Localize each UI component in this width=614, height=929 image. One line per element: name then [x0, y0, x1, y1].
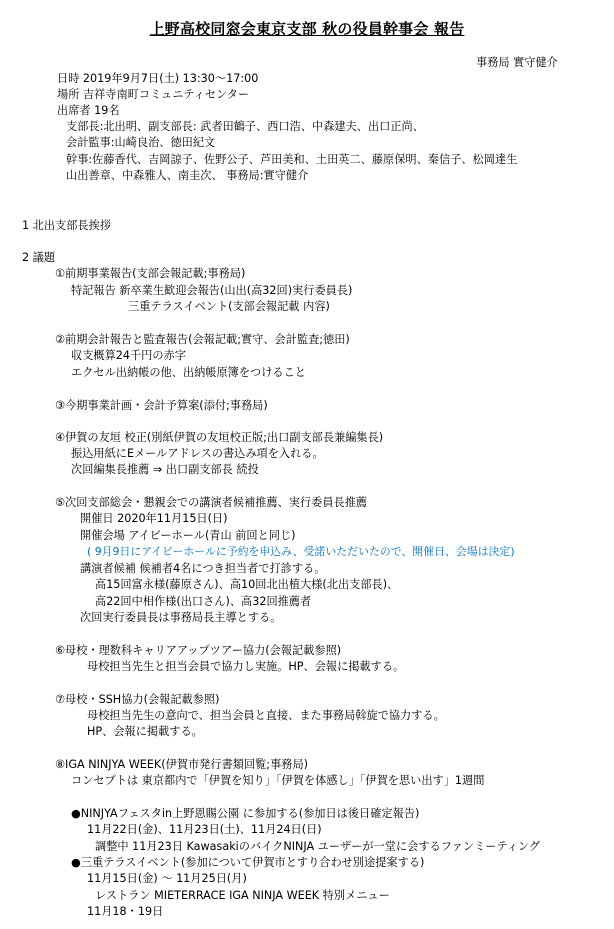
agenda-item-7-detail: HP、会報に掲載する。: [87, 725, 203, 738]
agenda-item-8-detail: レストラン MIETERRACE IGA NINJA WEEK 特別メニュー: [95, 889, 390, 902]
agenda-item-6-detail: 母校担当先生と担当会員で協力し実施。HP、会報に掲載する。: [87, 660, 405, 673]
agenda-item-1-detail: 三重テラスイベント(支部会報記載 内容): [128, 300, 330, 313]
agenda-item-2-detail: エクセル出納帳の他、出納帳原簿をつけること: [71, 366, 306, 379]
agenda-item-8-bullet: ●NINJYAフェスタin上野恩賜公園 に参加する(参加日は後日確定報告): [71, 807, 420, 820]
meta-place: 場所 吉祥寺南町コミュニティセンター: [57, 88, 250, 101]
agenda-item-4: ④伊賀の友垣 校正(別紙伊賀の友垣校正版;出口副支部長兼編集長): [55, 431, 384, 444]
meta-date: 日時 2019年9月7日(土) 13:30～17:00: [57, 72, 259, 85]
agenda-item-3: ③今期事業計画・会計予算案(添付;事務局): [55, 399, 268, 412]
agenda-item-8-detail: 調整中 11月23日 KawasakiのバイクNINJA ユーザーが一堂に会するファンミーティング: [95, 840, 541, 853]
meta-staff-line2: 山出善章、中森雅人、南圭次、 事務局:實守健介: [66, 169, 309, 182]
agenda-item-4-detail: 振込用紙にEメールアドレスの書込み項を入れる。: [71, 447, 324, 460]
agenda-item-8-detail: 11月15日(金) ～ 11月25日(月): [87, 872, 247, 885]
agenda-item-4-detail: 次回編集長推薦 ⇒ 出口副支部長 続投: [71, 463, 259, 476]
agenda-item-5: ⑤次回支部総会・懇親会での講演者候補推薦、実行委員長推薦: [55, 496, 368, 509]
agenda-item-5-detail: 開催会場 アイビーホール(青山 前回と同じ): [80, 529, 296, 542]
document-title: 上野高校同窓会東京支部 秋の役員幹事会 報告: [149, 20, 465, 38]
agenda-item-7: ⑦母校・SSH協力(会報記載参照): [55, 693, 220, 706]
agenda-item-2-detail: 収支概算24千円の赤字: [71, 349, 186, 362]
meta-auditors: 会計監事:山崎良治、徳田紀文: [66, 136, 216, 149]
agenda-item-1-detail: 特記報告 新卒業生歓迎会報告(山出(高32回)実行委員長): [71, 284, 353, 297]
agenda-item-2: ②前期会計報告と監査報告(会報記載;實守、会計監査;徳田): [55, 333, 350, 346]
agenda-item-8-bullet: ●三重テラスイベント(参加について伊賀市とすり合わせ別途提案する): [71, 856, 425, 869]
section-2-heading: 2 議題: [22, 251, 56, 264]
agenda-item-8-detail: 11月22日(金)、11月23日(土)、11月24日(日): [87, 823, 322, 836]
agenda-item-8: ⑧IGA NINJYA WEEK(伊賀市発行書類回覧;事務局): [55, 758, 309, 771]
agenda-item-5-note: ( 9月9日にアイビーホールに予約を申込み、受諾いただいたので、開催日、会場は決定): [87, 545, 515, 558]
agenda-item-6: ⑥母校・理数科キャリアアップツアー協力(会報記載参照): [55, 644, 342, 657]
agenda-item-1: ①前期事業報告(支部会報記載;事務局): [55, 267, 246, 280]
agenda-item-5-detail: 開催日 2020年11月15日(日): [80, 512, 228, 525]
agenda-item-8-detail: コンセプトは 東京都内で「伊賀を知り」「伊賀を体感し」「伊賀を思い出す」1週間: [71, 774, 485, 787]
section-1-heading: 1 北出支部長挨拶: [22, 219, 111, 232]
agenda-item-5-detail: 高22回中相作様(出口さん)、高32回推薦者: [95, 595, 312, 608]
meta-branch-officers: 支部長:北出明、副支部長: 武者田鶴子、西口浩、中森建夫、出口正尚、: [66, 120, 424, 133]
meta-attendees: 出席者 19名: [57, 104, 120, 117]
agenda-item-5-detail: 講演者候補 候補者4名につき担当者で打診する。: [80, 562, 326, 575]
agenda-item-5-detail: 次回実行委員長は事務局長主導とする。: [80, 611, 282, 624]
agenda-item-8-detail: 11月18・19日: [87, 905, 164, 918]
agenda-item-7-detail: 母校担当先生の意向で、担当会員と直接、また事務局斡旋で協力する。: [87, 709, 445, 722]
meta-staff-line1: 幹事:佐藤香代、吉岡諒子、佐野公子、芦田美和、土田英二、藤原保明、秦信子、松岡達生: [66, 153, 518, 166]
agenda-item-5-detail: 高15回富永様(藤原さん)、高10回北出植大様(北出支部長)、: [95, 578, 399, 591]
author-line: 事務局 實守健介: [476, 56, 558, 69]
